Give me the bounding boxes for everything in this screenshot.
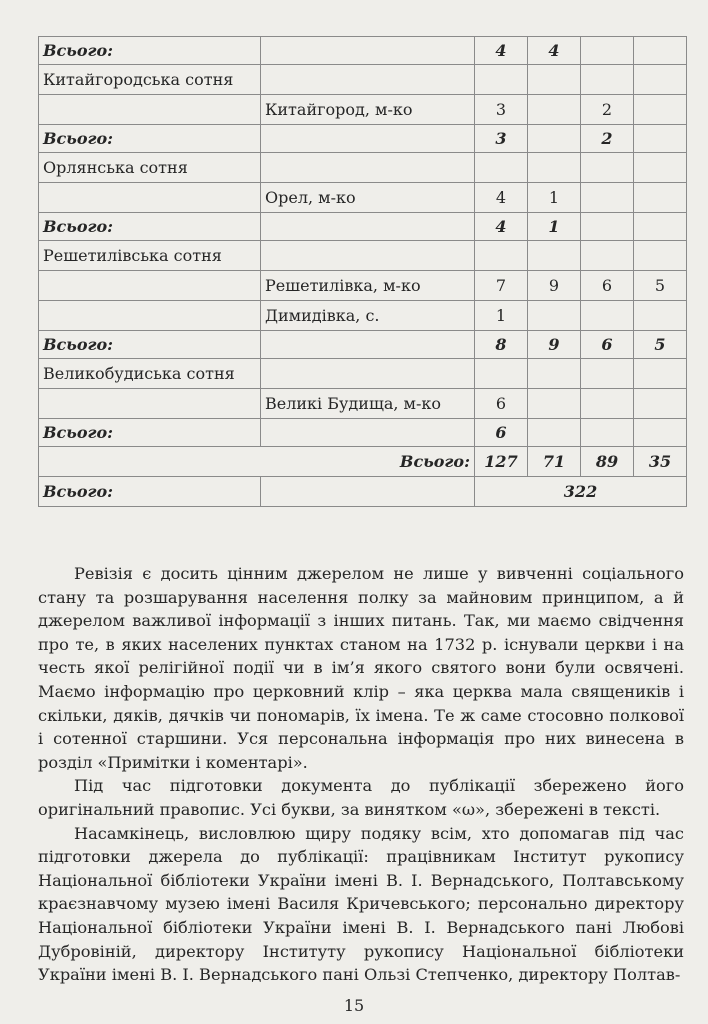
count-cell: 9 <box>528 331 581 359</box>
settlement-name <box>261 419 475 447</box>
sotnia-name: Китайгородська сотня <box>39 65 261 95</box>
empty-cell <box>261 477 475 507</box>
empty-cell <box>634 359 687 389</box>
empty-cell <box>581 359 634 389</box>
count-cell <box>581 419 634 447</box>
empty-cell <box>39 95 261 125</box>
settlement-name <box>261 125 475 153</box>
settlement-name: Орел, м-ко <box>261 183 475 213</box>
count-cell: 3 <box>475 95 528 125</box>
empty-cell <box>528 359 581 389</box>
count-cell: 5 <box>634 331 687 359</box>
table-row <box>39 65 687 95</box>
subtotal-label: Всього: <box>39 37 261 65</box>
subtotal-label: Всього: <box>39 419 261 447</box>
count-cell <box>634 419 687 447</box>
empty-cell <box>634 241 687 271</box>
empty-cell <box>261 359 475 389</box>
sotnia-name: Великобудиська сотня <box>39 359 261 389</box>
settlement-name <box>261 331 475 359</box>
total-count-cell: 35 <box>634 447 687 477</box>
grand-total-row <box>39 477 687 507</box>
empty-cell <box>261 65 475 95</box>
regiment-total-label: Всього: <box>39 447 475 477</box>
empty-cell <box>634 65 687 95</box>
empty-cell <box>39 301 261 331</box>
table-row <box>39 153 687 183</box>
count-cell <box>634 389 687 419</box>
count-cell <box>528 95 581 125</box>
total-count-cell: 89 <box>581 447 634 477</box>
subtotal-label: Всього: <box>39 331 261 359</box>
empty-cell <box>528 65 581 95</box>
count-cell <box>581 37 634 65</box>
count-cell: 3 <box>475 125 528 153</box>
settlement-name: Димидівка, с. <box>261 301 475 331</box>
count-cell <box>581 389 634 419</box>
empty-cell <box>581 241 634 271</box>
settlement-name <box>261 213 475 241</box>
count-cell: 1 <box>528 213 581 241</box>
count-cell <box>581 301 634 331</box>
count-cell: 6 <box>581 271 634 301</box>
sotnia-name: Решетилівська сотня <box>39 241 261 271</box>
count-cell: 2 <box>581 95 634 125</box>
empty-cell <box>39 389 261 419</box>
subtotal-label: Всього: <box>39 213 261 241</box>
count-cell <box>528 389 581 419</box>
empty-cell <box>475 65 528 95</box>
empty-cell <box>475 241 528 271</box>
empty-cell <box>39 271 261 301</box>
table-row <box>39 359 687 389</box>
count-cell: 6 <box>581 331 634 359</box>
count-cell <box>581 183 634 213</box>
count-cell <box>634 125 687 153</box>
empty-cell <box>261 153 475 183</box>
grand-total-value: 322 <box>475 477 687 507</box>
table-row <box>39 241 687 271</box>
table-row <box>39 331 687 359</box>
table-row <box>39 301 687 331</box>
table-row <box>39 95 687 125</box>
count-cell: 4 <box>475 37 528 65</box>
page-number: 15 <box>343 996 365 1015</box>
table-row <box>39 419 687 447</box>
count-cell: 4 <box>528 37 581 65</box>
empty-cell <box>581 65 634 95</box>
count-cell: 8 <box>475 331 528 359</box>
count-cell: 4 <box>475 213 528 241</box>
table-row <box>39 125 687 153</box>
settlement-name: Китайгород, м-ко <box>261 95 475 125</box>
empty-cell <box>528 153 581 183</box>
settlement-name: Решетилівка, м-ко <box>261 271 475 301</box>
sotnia-name: Орлянська сотня <box>39 153 261 183</box>
count-cell: 1 <box>475 301 528 331</box>
empty-cell <box>581 153 634 183</box>
table-row <box>39 389 687 419</box>
table-row <box>39 183 687 213</box>
table-row <box>39 37 687 65</box>
count-cell: 7 <box>475 271 528 301</box>
empty-cell <box>528 241 581 271</box>
count-cell <box>581 213 634 241</box>
count-cell <box>634 37 687 65</box>
grand-total-label: Всього: <box>39 477 261 507</box>
count-cell: 2 <box>581 125 634 153</box>
count-cell: 1 <box>528 183 581 213</box>
subtotal-label: Всього: <box>39 125 261 153</box>
count-cell <box>528 301 581 331</box>
regiment-total-row <box>39 447 687 477</box>
settlement-name <box>261 37 475 65</box>
empty-cell <box>634 153 687 183</box>
empty-cell <box>39 183 261 213</box>
count-cell <box>634 213 687 241</box>
count-cell <box>528 419 581 447</box>
census-table-body <box>39 37 687 507</box>
empty-cell <box>475 153 528 183</box>
total-count-cell: 71 <box>528 447 581 477</box>
count-cell <box>634 183 687 213</box>
count-cell: 4 <box>475 183 528 213</box>
count-cell: 5 <box>634 271 687 301</box>
body-text <box>38 562 684 987</box>
count-cell <box>528 125 581 153</box>
count-cell: 9 <box>528 271 581 301</box>
total-count-cell: 127 <box>475 447 528 477</box>
count-cell: 6 <box>475 389 528 419</box>
count-cell: 6 <box>475 419 528 447</box>
table-row <box>39 271 687 301</box>
empty-cell <box>261 241 475 271</box>
count-cell <box>634 95 687 125</box>
paragraph-2: Під час підготовки документа до публікації збережено його оригінальний правопис. Усі букви, за винятком «ω», збережені в тексті. <box>38 776 684 819</box>
empty-cell <box>475 359 528 389</box>
table-row <box>39 213 687 241</box>
paragraph-3: Насамкінець, висловлюю щиру подяку всім, хто допомагав під час підготовки джерела до публікації: працівникам Інститут рукопису Національної бібліотеки України імені В. І. Вернадського, Полтавському краєзнавчому музею імені Василя Кричевського; персонально директору Національної бібліотеки України імені В. І. Вернадського пані Любові Дубровіній, директору Інституту рукопису Національної бібліотеки України імені В. І. Вернадського пані Ользі Степченко, директору Полтав- <box>38 823 684 985</box>
settlement-name: Великі Будища, м-ко <box>261 389 475 419</box>
count-cell <box>634 301 687 331</box>
paragraph-1: Ревізія є досить цінним джерелом не лише у вивченні соціального стану та розшарування населення полку за майновим принципом, а й джерелом важливої інформації з інших питань. Так, ми маємо свідчення про те, в яких населених пунктах станом на 1732 р. існували церкви і на честь якої релігійної події чи в ім’я якого святого вони були освячені. Маємо інформацію про церковний клір – яка церква мала священиків і скільки, дяків, дячків чи пономарів, їх імена. Те ж саме стосовно полкової і сотенної старшини. Уся персональна інформація про них винесена в розділ «Примітки і коментарі». <box>38 564 684 772</box>
census-table <box>38 36 687 507</box>
